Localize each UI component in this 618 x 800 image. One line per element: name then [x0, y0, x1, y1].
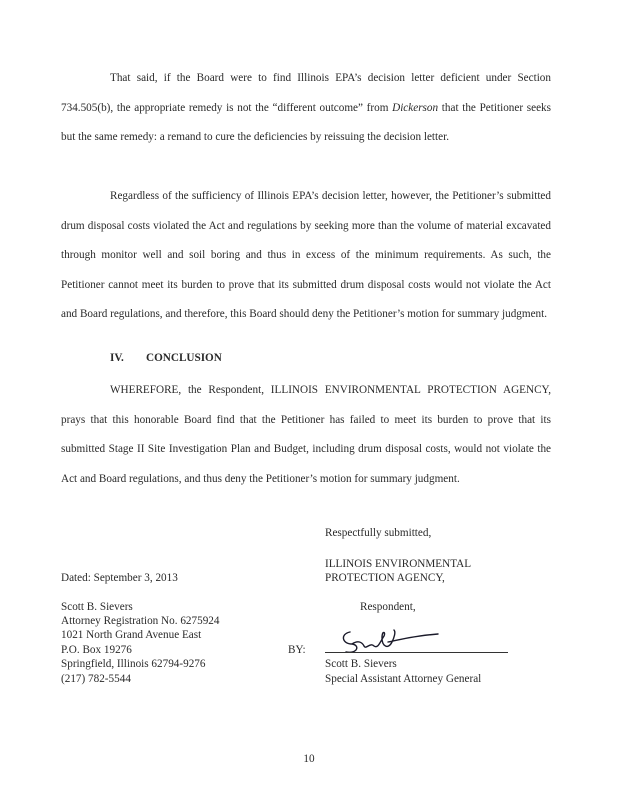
- signature-line: [325, 652, 508, 653]
- handwritten-signature: [338, 622, 448, 660]
- signer-title: Special Assistant Attorney General: [325, 673, 482, 685]
- dated-line: Dated: September 3, 2013: [61, 572, 178, 584]
- section-number: IV.: [110, 352, 124, 364]
- agency-name-line1: ILLINOIS ENVIRONMENTAL: [325, 558, 472, 570]
- respondent-label: Respondent,: [360, 601, 416, 613]
- address-street: 1021 North Grand Avenue East: [61, 629, 202, 641]
- address-po-box: P.O. Box 19276: [61, 644, 132, 656]
- section-heading: [110, 352, 222, 364]
- case-name-dickerson: Dickerson: [392, 101, 439, 114]
- address-city: Springfield, Illinois 62794-9276: [61, 658, 206, 670]
- signer-name: Scott B. Sievers: [325, 658, 397, 670]
- paragraph-wherefore: WHEREFORE, the Respondent, ILLINOIS ENVIRONMENTAL PROTECTION AGENCY, prays that this honorable Board find that the Petitioner has failed to meet its burden to prove that its submitted Stage II Site Investigation Plan and Budget, including drum disposal costs, would not violate the Act and Board regulations, and thus deny the Petitioner’s motion for summary judgment.: [61, 384, 551, 485]
- address-phone: (217) 782-5544: [61, 673, 131, 685]
- section-title: CONCLUSION: [146, 352, 222, 364]
- page-number: 10: [303, 753, 315, 765]
- address-registration: Attorney Registration No. 6275924: [61, 615, 220, 627]
- by-label: BY:: [288, 644, 306, 656]
- paragraph-remedy: [61, 64, 551, 153]
- paragraph-remedy-text-b: that the Petitioner seeks but the same remedy: a remand to cure the deficiencies by reissuing the decision letter.: [61, 101, 551, 143]
- address-name: Scott B. Sievers: [61, 601, 133, 613]
- paragraph-drum-disposal: Regardless of the sufficiency of Illinois EPA’s decision letter, however, the Petitioner’s submitted drum disposal costs violated the Act and regulations by seeking more than the volume of material excavated through monitor well and soil boring and thus in excess of the minimum requirements. As such, the Petitioner cannot meet its burden to prove that its submitted drum disposal costs would not violate the Act and Board regulations, and therefore, this Board should deny the Petitioner’s motion for summary judgment.: [61, 190, 551, 320]
- agency-name-line2: PROTECTION AGENCY,: [325, 572, 445, 584]
- respectfully-submitted: Respectfully submitted,: [325, 527, 432, 539]
- paragraph-remedy-text-a: That said, if the Board were to find Illinois EPA’s decision letter deficient under Section 734.505(b), the appropriate remedy is not the “different outcome” from: [61, 72, 551, 114]
